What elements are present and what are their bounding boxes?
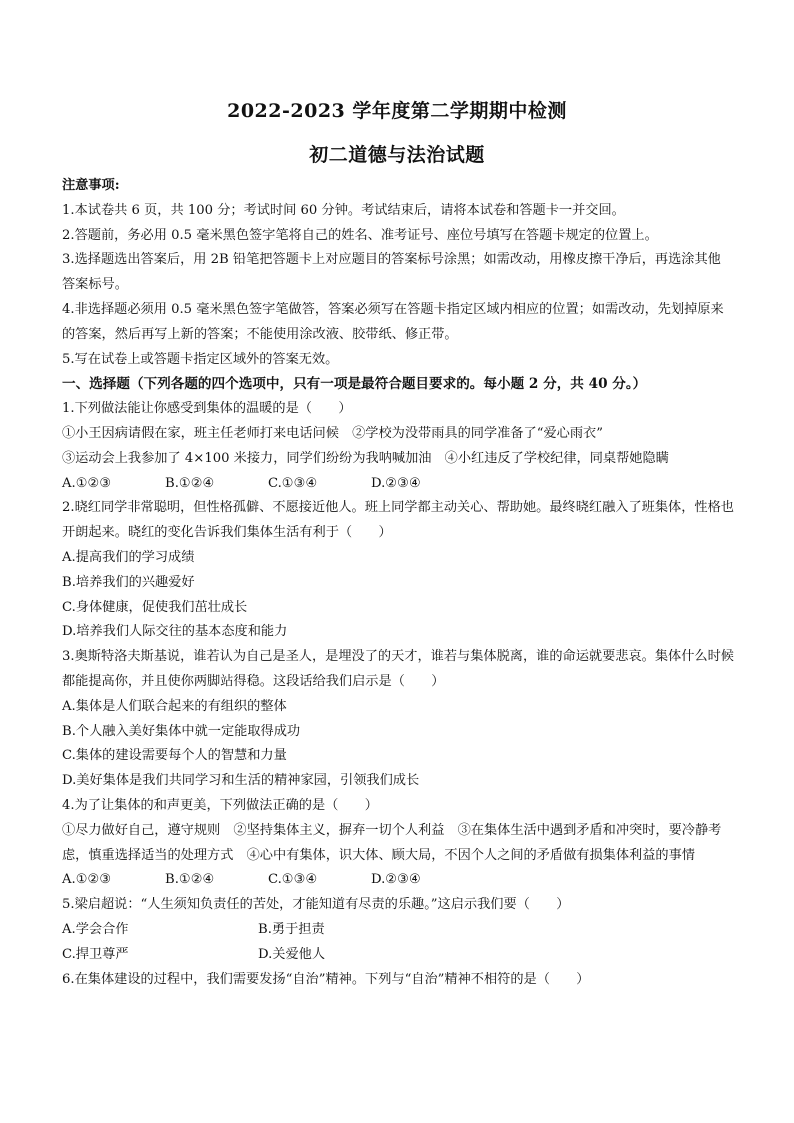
question-6-stem: 6.在集体建设的过程中，我们需要发扬“自治”精神。下列与“自治”精神不相符的是（ ） (62, 971, 590, 987)
option-d: D.美好集体是我们共同学习和生活的精神家园，引领我们成长 (62, 773, 420, 789)
question-3-stem: 3.奥斯特洛夫斯基说，谁若认为自己是圣人，是埋没了的天才，谁若与集体脱离，谁的命运就要悲哀。集体什么时候都能提高你，并且使你两脚站得稳。这段话给我们启示是（ ） (62, 649, 734, 689)
option-d: D.关爱他人 (258, 946, 326, 962)
option-b: B.①②④ (165, 475, 215, 491)
question-1-stem: 1.下列做法能让你感受到集体的温暖的是（ ） (62, 401, 352, 417)
option-c: C.①③④ (268, 872, 318, 888)
question-5-options-row2 (62, 943, 734, 968)
question-5-options-row1 (62, 918, 734, 943)
question-1-statement: ③运动会上我参加了 4×100 米接力，同学们纷纷为我呐喊加油 ④小红违反了学校纪律，同桌帮她隐瞒 (62, 450, 669, 466)
notice-item: 4.非选择题必须用 0.5 毫米黑色签字笔做答，答案必须写在答题卡指定区域内相应的位置；如需改动，先划掉原来的答案，然后再写上新的答案；不能使用涂改液、胶带纸、修正带。 (62, 301, 724, 342)
option-a: A.①②③ (62, 872, 112, 888)
section-heading: 一、选择题（下列各题的四个选项中，只有一项是最符合题目要求的。每小题 2 分，共 40 分。） (62, 376, 647, 393)
notice-item: 3.选择题选出答案后，用 2B 铅笔把答题卡上对应题目的答案标号涂黑；如需改动，用橡皮擦干净后，再选涂其他答案标号。 (62, 252, 721, 293)
option-a: A.学会合作 (62, 921, 129, 937)
question-1-statement: ①小王因病请假在家，班主任老师打来电话问候 ②学校为没带雨具的同学准备了“爱心雨衣” (62, 425, 603, 441)
notice-item: 5.写在试卷上或答题卡指定区域外的答案无效。 (62, 351, 339, 367)
question-5-stem: 5.梁启超说：“人生须知负责任的苦处，才能知道有尽责的乐趣。”这启示我们要（ ） (62, 897, 570, 913)
option-a: A.①②③ (62, 475, 112, 491)
option-c: C.①③④ (268, 475, 318, 491)
notice-item: 1.本试卷共 6 页，共 100 分；考试时间 60 分钟。考试结束后，请将本试卷和答题卡一并交回。 (62, 202, 625, 218)
exam-content (62, 174, 734, 992)
option-c: C.身体健康，促使我们茁壮成长 (62, 599, 248, 615)
option-b: B.①②④ (165, 872, 215, 888)
exam-title: 2022-2023 学年度第二学期期中检测 (227, 100, 567, 122)
option-d: D.培养我们人际交往的基本态度和能力 (62, 624, 288, 640)
question-1-options (62, 472, 734, 497)
question-4-statements: ①尽力做好自己，遵守规则 ②坚持集体主义，摒弃一切个人利益 ③在集体生活中遇到矛盾和冲突时，要冷静考虑，慎重选择适当的处理方式 ④心中有集体，识大体、顾大局，不因个人之间的矛盾做有损集体利益的事情 (62, 822, 722, 863)
question-4-stem: 4.为了让集体的和声更美，下列做法正确的是（ ） (62, 797, 378, 813)
option-b: B.培养我们的兴趣爱好 (62, 574, 195, 590)
option-a: A.集体是人们联合起来的有组织的整体 (62, 698, 287, 714)
option-c: C.集体的建设需要每个人的智慧和力量 (62, 748, 287, 764)
option-d: D.②③④ (371, 475, 421, 491)
option-a: A.提高我们的学习成绩 (62, 549, 195, 565)
option-b: B.个人融入美好集体中就一定能取得成功 (62, 723, 301, 739)
exam-subtitle: 初二道德与法治试题 (309, 144, 485, 166)
question-4-options (62, 868, 734, 893)
question-2-stem: 2.晓红同学非常聪明，但性格孤僻、不愿接近他人。班上同学都主动关心、帮助她。最终晓红融入了班集体，性格也开朗起来。晓红的变化告诉我们集体生活有利于（ ） (62, 500, 734, 541)
option-c: C.捍卫尊严 (62, 946, 129, 962)
notice-heading: 注意事项: (62, 178, 120, 193)
option-b: B.勇于担责 (258, 921, 325, 937)
notice-item: 2.答题前，务必用 0.5 毫米黑色签字笔将自己的姓名、准考证号、座位号填写在答题卡规定的位置上。 (62, 227, 658, 243)
option-d: D.②③④ (371, 872, 421, 888)
